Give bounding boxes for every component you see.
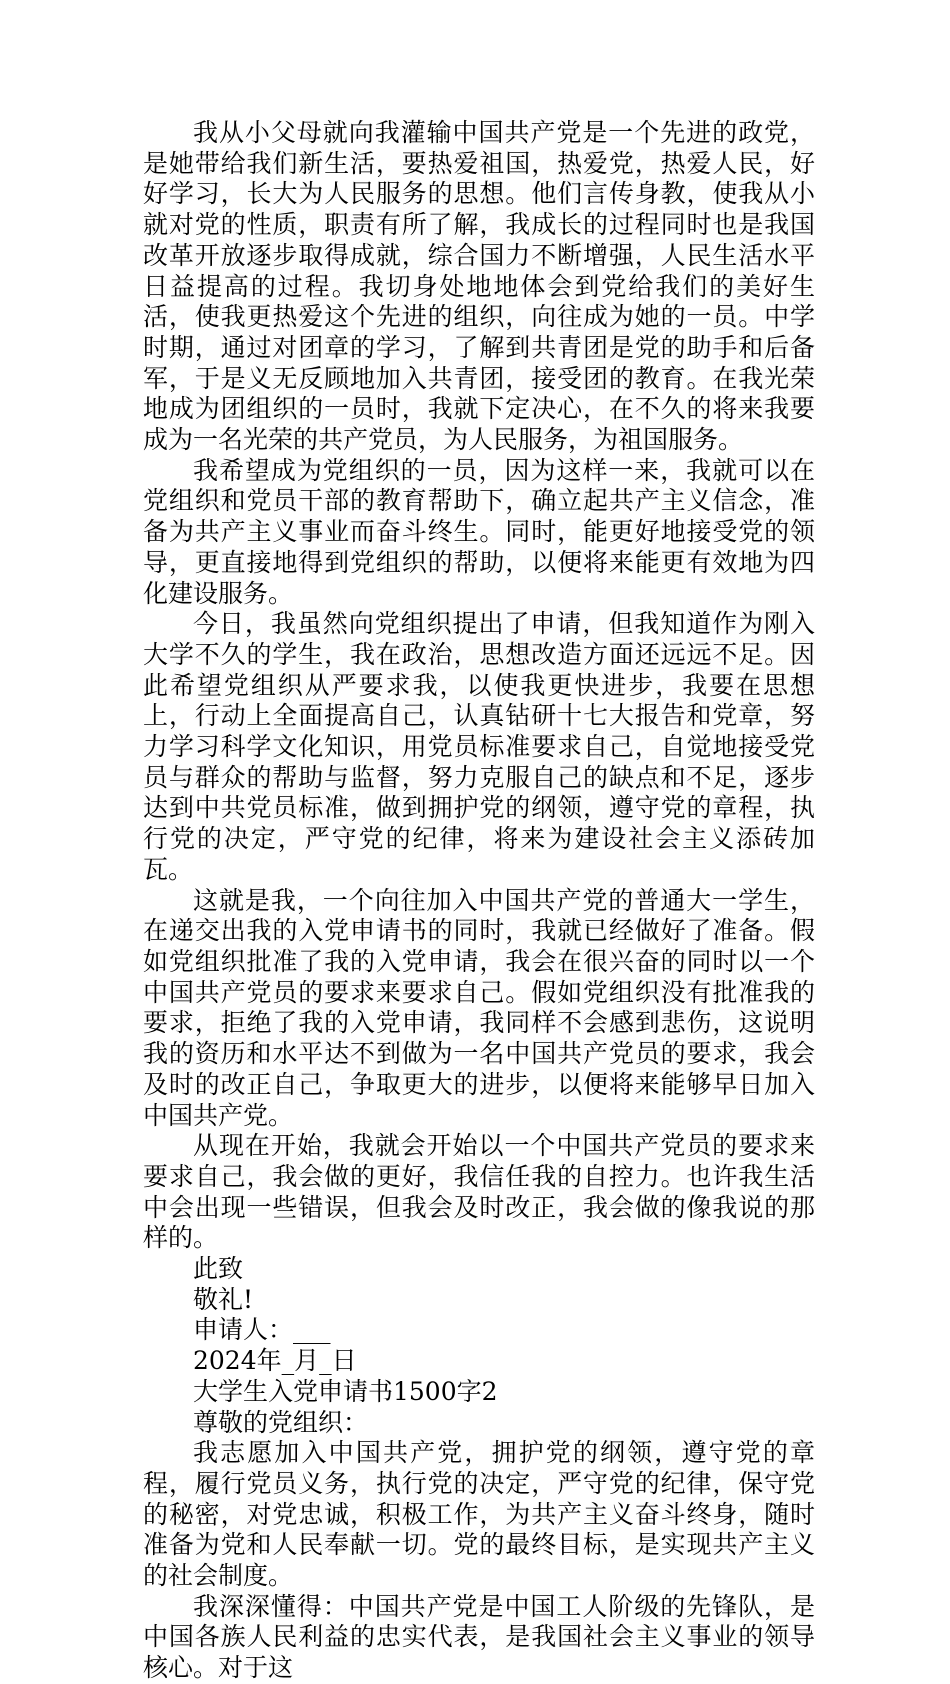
document-page [143,118,815,1684]
applicant-signature: 申请人：___ [193,1315,331,1345]
closing-salutation: 此致 [193,1254,244,1284]
body-paragraph: 这就是我，一个向往加入中国共产党的普通大一学生，在递交出我的入党申请书的同时，我就已经做好了准备。假如党组织批准了我的入党申请，我会在很兴奋的同时以一个中国共产党员的要求来要求自己。假如党组织没有批准我的要求，拒绝了我的入党申请，我同样不会感到悲伤，这说明我的资历和水平达不到做为一名中国共产党员的要求，我会及时的改正自己，争取更大的进步，以便将来能够早日加入中国共产党。 [143,885,815,1130]
body-paragraph: 今日，我虽然向党组织提出了申请，但我知道作为刚入大学不久的学生，我在政治，思想改造方面还远远不足。因此希望党组织从严要求我，以使我更快进步，我要在思想上，行动上全面提高自己，认真钻研十七大报告和党章，努力学习科学文化知识，用党员标准要求自己，自觉地接受党员与群众的帮助与监督，努力克服自己的缺点和不足，逐步达到中共党员标准，做到拥护党的纲领，遵守党的章程，执行党的决定，严守党的纪律，将来为建设社会主义添砖加瓦。 [143,609,815,884]
body-paragraph: 从现在开始，我就会开始以一个中国共产党员的要求来要求自己，我会做的更好，我信任我的自控力。也许我生活中会出现一些错误，但我会及时改正，我会做的像我说的那样的。 [143,1131,815,1253]
body-paragraph: 我志愿加入中国共产党，拥护党的纲领，遵守党的章程，履行党员义务，执行党的决定，严守党的纪律，保守党的秘密，对党忠诚，积极工作，为共产主义奋斗终身，随时准备为党和人民奉献一切。党的最终目标，是实现共产主义的社会制度。 [143,1438,815,1591]
body-paragraph: 我从小父母就向我灌输中国共产党是一个先进的政党，是她带给我们新生活，要热爱祖国，热爱党，热爱人民，好好学习，长大为人民服务的思想。他们言传身教，使我从小就对党的性质，职责有所了解，我成长的过程同时也是我国改革开放逐步取得成就，综合国力不断增强，人民生活水平日益提高的过程。我切身处地地体会到党给我们的美好生活，使我更热爱这个先进的组织，向往成为她的一员。中学时期，通过对团章的学习，了解到共青团是党的助手和后备军，于是义无反顾地加入共青团，接受团的教育。在我光荣地成为团组织的一员时，我就下定决心，在不久的将来我要成为一名光荣的共产党员，为人民服务，为祖国服务。 [143,118,815,455]
section-title: 大学生入党申请书1500字2 [193,1376,498,1406]
closing-respect: 敬礼! [193,1284,254,1314]
body-paragraph: 我希望成为党组织的一员，因为这样一来，我就可以在党组织和党员干部的教育帮助下，确立起共产主义信念，准备为共产主义事业而奋斗终生。同时，能更好地接受党的领导，更直接地得到党组织的帮助，以便将来能更有效地为四化建设服务。 [143,455,815,608]
greeting: 尊敬的党组织： [193,1407,369,1437]
date-line: 2024年_月_日 [193,1346,357,1376]
body-paragraph: 我深深懂得：中国共产党是中国工人阶级的先锋队，是中国各族人民利益的忠实代表，是我国社会主义事业的领导核心。对于这 [143,1591,815,1683]
